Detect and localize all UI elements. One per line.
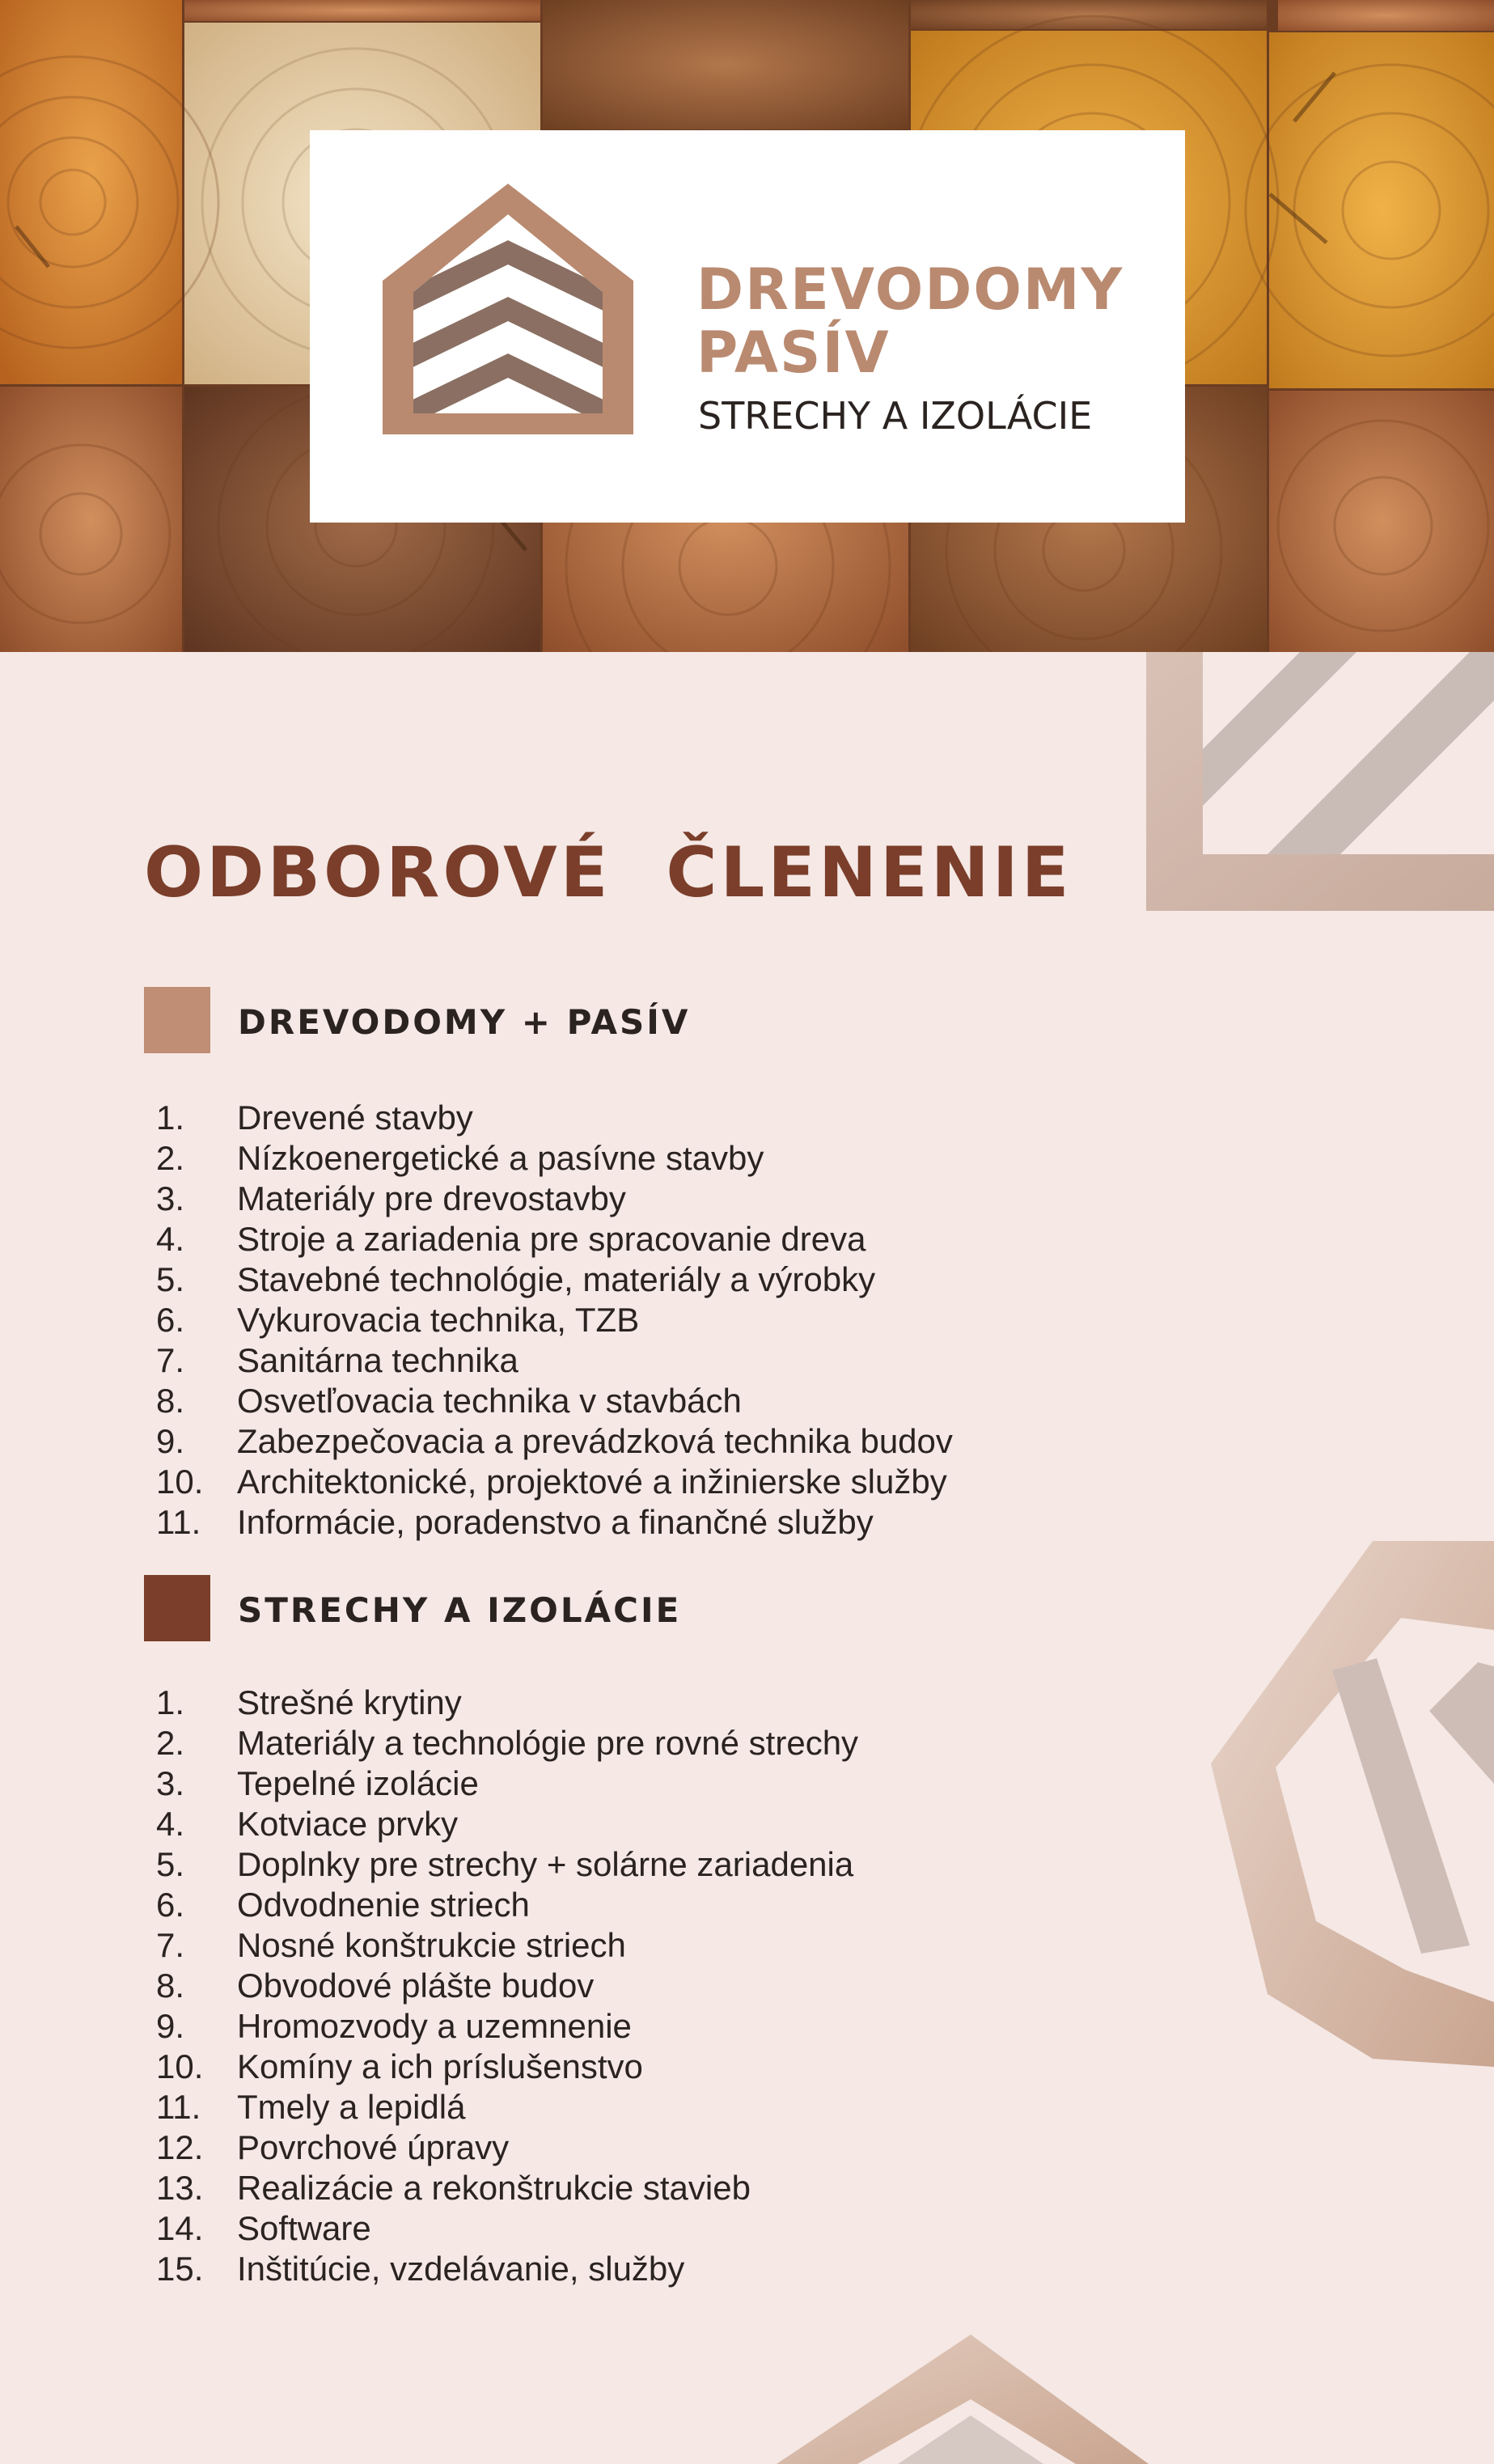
item-number: 3. [156,1179,185,1217]
item-number: 13. [156,2169,204,2207]
item-text: Komíny a ich príslušenstvo [237,2047,643,2085]
item-text: Architektonické, projektové a inžinierske služby [237,1463,947,1501]
list-item [156,1885,858,1925]
list-item [156,1300,953,1340]
logo-card [310,130,1185,523]
item-text: Vykurovacia technika, TZB [237,1301,640,1339]
list-item [156,1340,953,1381]
item-text: Nízkoenergetické a pasívne stavby [237,1139,764,1177]
item-text: Osvetľovacia technika v stavbách [237,1382,742,1420]
item-number: 7. [156,1341,185,1379]
list-item [156,1462,953,1502]
item-number: 5. [156,1845,185,1883]
hero-banner [0,0,1494,652]
item-number: 12. [156,2128,204,2166]
list-item [156,1260,953,1300]
list-strechy [156,1683,858,2289]
item-number: 9. [156,1422,185,1460]
list-item [156,2047,858,2087]
list-drevodomy [156,1098,953,1543]
item-number: 10. [156,1463,204,1501]
item-number: 8. [156,1967,185,2005]
section-marker-drevodomy [144,987,210,1053]
list-item [156,1683,858,1723]
item-number: 6. [156,1886,185,1924]
item-number: 5. [156,1260,185,1298]
list-item [156,1098,953,1138]
decorative-hexagon-right [1211,1541,1494,2067]
list-item [156,1421,953,1462]
list-item [156,2127,858,2168]
list-item [156,2006,858,2047]
item-number: 11. [156,2088,201,2126]
item-text: Povrchové úpravy [237,2128,510,2166]
list-item [156,1179,953,1219]
item-text: Materiály pre drevostavby [237,1179,626,1217]
item-text: Materiály a technológie pre rovné strechy [237,1724,859,1762]
list-item [156,2087,858,2127]
list-item [156,1966,858,2006]
section-title-strechy: STRECHY A IZOLÁCIE [238,1590,682,1630]
item-number: 4. [156,1805,185,1843]
brand-subtitle: STRECHY A IZOLÁCIE [698,394,1093,438]
item-number: 8. [156,1382,185,1420]
list-item [156,1502,953,1543]
item-text: Stavebné technológie, materiály a výrobky [237,1260,876,1298]
item-text: Odvodnenie striech [237,1886,530,1924]
item-number: 9. [156,2007,185,2045]
item-text: Kotviace prvky [237,1805,459,1843]
item-number: 6. [156,1301,185,1339]
house-chevron-logo-icon [383,184,633,442]
list-item [156,2168,858,2208]
item-text: Drevené stavby [237,1099,473,1137]
item-text: Doplnky pre strechy + solárne zariadenia [237,1845,854,1883]
list-item [156,1844,858,1885]
item-number: 10. [156,2047,204,2085]
list-item [156,2208,858,2249]
list-item [156,1763,858,1804]
list-item [156,1804,858,1844]
item-number: 1. [156,1099,185,1137]
item-number: 15. [156,2250,204,2288]
item-text: Tmely a lepidlá [237,2088,466,2126]
list-item [156,1723,858,1763]
item-text: Zabezpečovacia a prevádzková technika budov [237,1422,953,1460]
decorative-chevron-top-right [1146,652,1494,911]
list-item [156,1381,953,1421]
item-text: Software [237,2209,371,2247]
item-number: 14. [156,2209,204,2247]
item-text: Realizácie a rekonštrukcie stavieb [237,2169,751,2207]
item-text: Strešné krytiny [237,1683,462,1721]
item-number: 11. [156,1503,201,1541]
item-number: 2. [156,1724,185,1762]
item-number: 3. [156,1764,185,1802]
item-number: 4. [156,1220,185,1258]
item-text: Tepelné izolácie [237,1764,479,1802]
item-text: Hromozvody a uzemnenie [237,2007,632,2045]
brand-name-line1: DREVODOMY [696,256,1124,323]
list-item [156,1219,953,1260]
section-marker-strechy [144,1575,210,1641]
list-item [156,1925,858,1966]
item-text: Obvodové plášte budov [237,1967,595,2005]
section-title-drevodomy: DREVODOMY + PASÍV [238,1002,691,1042]
list-item [156,1138,953,1179]
brand-name-line2: PASÍV [696,320,891,386]
page-title: ODBOROVÉ ČLENENIE [144,832,1073,913]
item-text: Stroje a zariadenia pre spracovanie dreva [237,1220,866,1258]
decorative-roof-bottom [777,2335,1149,2464]
item-number: 2. [156,1139,185,1177]
item-text: Informácie, poradenstvo a finančné služby [237,1503,874,1541]
item-number: 7. [156,1926,185,1964]
item-text: Nosné konštrukcie striech [237,1926,626,1964]
item-text: Inštitúcie, vzdelávanie, služby [237,2250,685,2288]
item-text: Sanitárna technika [237,1341,518,1379]
list-item [156,2249,858,2289]
item-number: 1. [156,1683,185,1721]
